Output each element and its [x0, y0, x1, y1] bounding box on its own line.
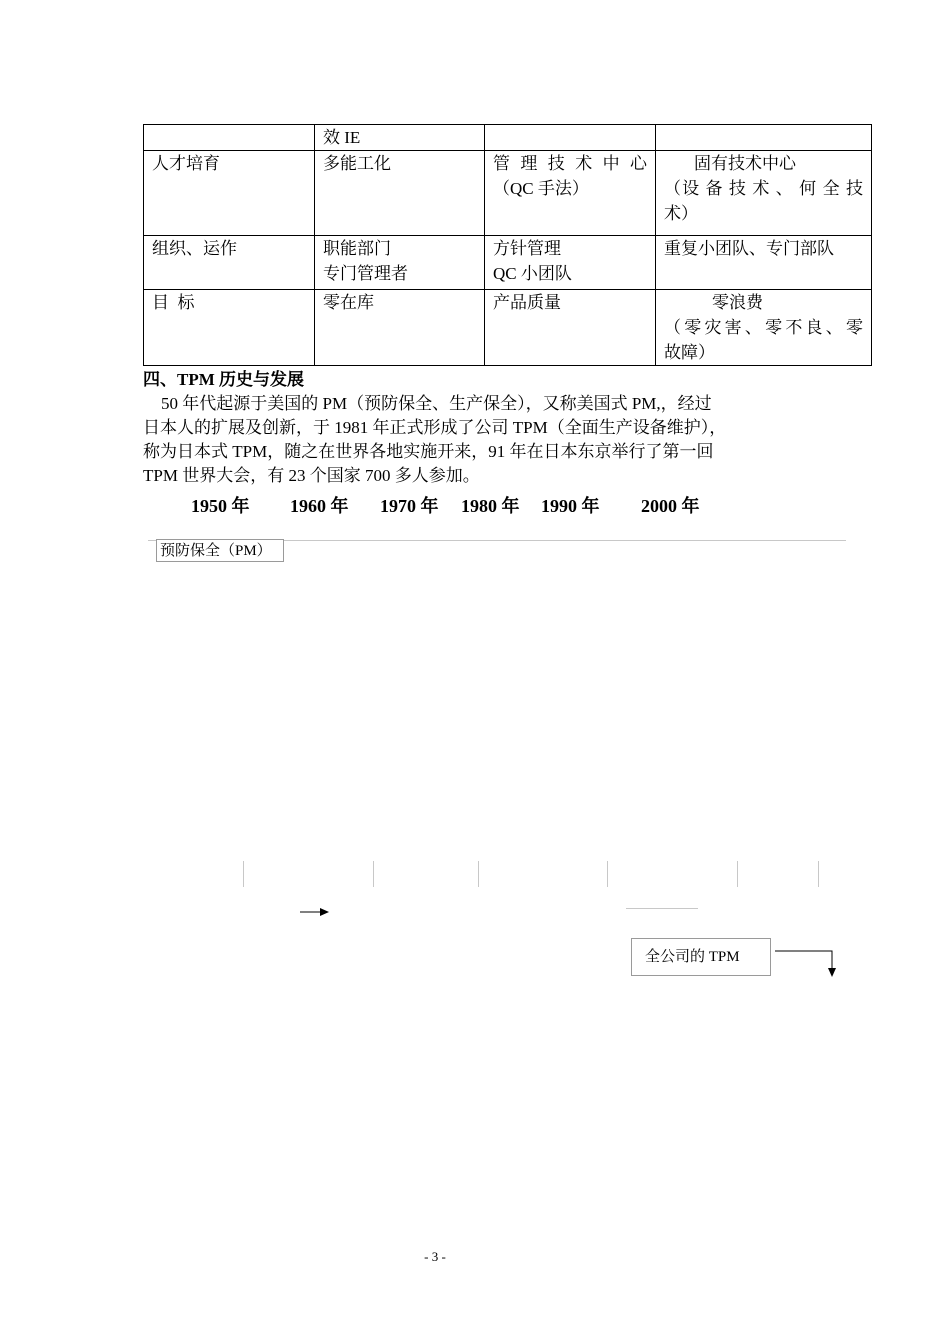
table-cell [485, 290, 656, 366]
table-cell [315, 236, 485, 290]
cell-text: 故障） [664, 343, 715, 362]
table-cell [144, 236, 315, 290]
table-cell [315, 151, 485, 236]
cell-text: 职能部门 [323, 239, 391, 258]
table-cell [144, 125, 315, 151]
timeline-year: 1990 年 [541, 496, 600, 516]
table-row [144, 236, 872, 290]
timeline-segment-line [626, 908, 698, 909]
timeline-divider [607, 861, 608, 887]
cell-text: 组织、运作 [152, 239, 237, 258]
timeline-year: 1980 年 [461, 496, 520, 516]
timeline-divider [478, 861, 479, 887]
pm-box: 预防保全（PM） [156, 539, 284, 562]
right-arrow-icon [298, 905, 332, 919]
comparison-table [143, 124, 872, 366]
timeline-year: 2000 年 [641, 496, 700, 516]
page-number: - 3 - [424, 1249, 446, 1264]
table-cell [656, 151, 872, 236]
paragraph-line: 50 年代起源于美国的 PM（预防保全、生产保全），又称美国式 PM,，经过 [161, 394, 712, 413]
cell-text: 多能工化 [323, 154, 391, 173]
cell-text: 重复小团队、专门部队 [664, 239, 834, 258]
cell-text: （设 备 技 术 、 何 全 技 [664, 179, 863, 198]
tpm-box: 全公司的 TPM [631, 938, 771, 976]
paragraph-line: 称为日本式 TPM，随之在世界各地实施开来，91 年在日本东京举行了第一回 [143, 442, 714, 461]
table-row [144, 290, 872, 366]
timeline-year: 1950 年 [191, 496, 250, 516]
cell-text: （零灾害、零不良、零 [664, 318, 863, 337]
cell-text: 产品质量 [493, 293, 561, 312]
table-cell [485, 151, 656, 236]
section-paragraph [143, 392, 823, 488]
table-cell [656, 236, 872, 290]
cell-text: 人才培育 [152, 154, 220, 173]
table-row [144, 125, 872, 151]
table-cell [144, 290, 315, 366]
cell-text: QC 小团队 [493, 264, 572, 283]
table-cell [485, 125, 656, 151]
cell-text: 固有技术中心 [694, 154, 796, 173]
table-cell [315, 125, 485, 151]
paragraph-line: TPM 世界大会，有 23 个国家 700 多人参加。 [143, 466, 480, 485]
table-cell [485, 236, 656, 290]
table-row [144, 151, 872, 236]
down-arrow-icon [774, 948, 844, 980]
section-heading: 四、TPM 历史与发展 [143, 370, 305, 389]
timeline-divider [737, 861, 738, 887]
cell-text: 专门管理者 [323, 264, 408, 283]
paragraph-line: 日本人的扩展及创新，于 1981 年正式形成了公司 TPM（全面生产设备维护）， [143, 418, 727, 437]
cell-text: 术） [664, 204, 698, 223]
table-cell [656, 125, 872, 151]
timeline-year: 1960 年 [290, 496, 349, 516]
cell-text: 管 理 技 术 中 心 [493, 154, 647, 173]
table-cell [315, 290, 485, 366]
cell-text: 零在库 [323, 293, 374, 312]
timeline-divider [373, 861, 374, 887]
table-cell [144, 151, 315, 236]
cell-text: 零浪费 [712, 293, 763, 312]
cell-text: （QC 手法） [493, 179, 589, 198]
timeline-divider [818, 861, 819, 887]
table-cell [656, 290, 872, 366]
cell-text: 效 IE [323, 128, 361, 147]
cell-text: 目 标 [152, 293, 195, 312]
cell-text: 方针管理 [493, 239, 561, 258]
timeline-divider [243, 861, 244, 887]
timeline-year: 1970 年 [380, 496, 439, 516]
